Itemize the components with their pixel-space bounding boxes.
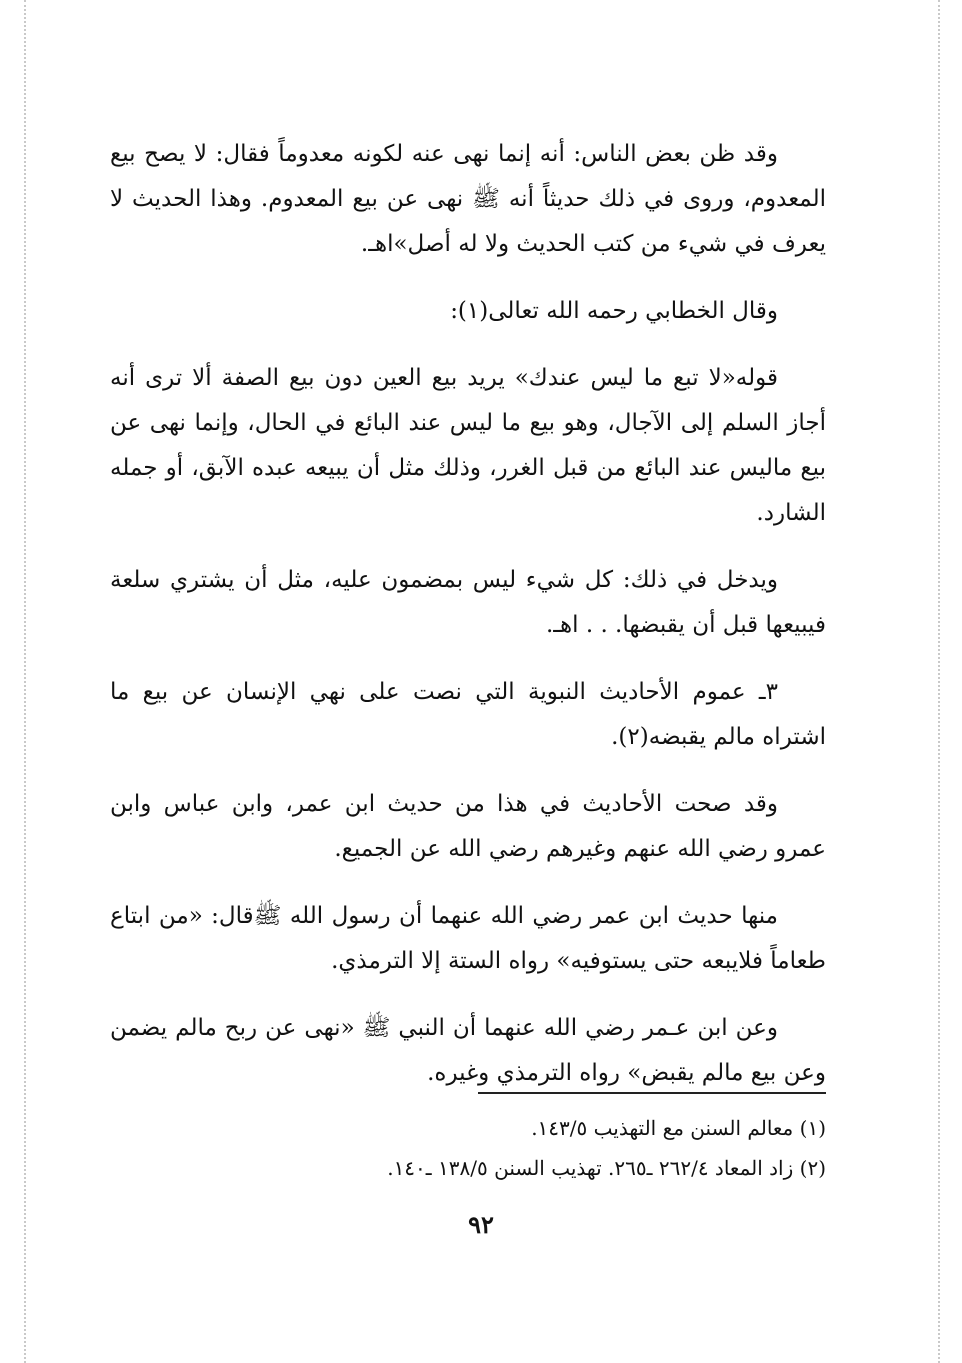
paragraph-3: قوله«لا تبع ما ليس عندك» يريد بيع العين دون بيع الصفة ألا ترى أنه أجاز السلم إلى الآجال، وهو بيع ما ليس عند البائع في الحال، وإنما نهى عن بيع ماليس عند البائع من قبل الغرر، وذلك مثل أن يبيعه عبده الآبق، أو جمله الشارد. [110, 365, 826, 526]
right-margin-dots [938, 0, 940, 1363]
footnotes [110, 1108, 826, 1188]
footnote-separator [478, 1092, 826, 1094]
page-number: ٩٢ [468, 1210, 494, 1239]
footnote-2: (٢) زاد المعاد ٢٦٢/٤ ـ٢٦٥. تهذيب السنن ١٣٨/٥ ـ١٤٠. [387, 1156, 826, 1180]
paragraph-7: منها حديث ابن عمر رضي الله عنهما أن رسول الله ﷺقال: «من ابتاع طعاماً فلايبعه حتى يستوفيه» رواه الستة إلا الترمذي. [110, 903, 826, 974]
paragraph-8: وعن ابن عـمر رضي الله عنهما أن النبي ﷺ «نهى عن ربح مالم يضمن وعن بيع مالم يقبض» رواه الترمذي وغيره. [110, 1015, 826, 1086]
paragraph-1: وقد ظن بعض الناس: أنه إنما نهى عنه لكونه معدوماً فقال: لا يصح بيع المعدوم، وروى في ذلك حديثاً أنه ﷺ نهى عن بيع المعدوم. وهذا الحديث لا يعرف في شيء من كتب الحديث ولا له أصل»اهـ. [110, 141, 826, 257]
main-text [110, 132, 826, 1118]
paragraph-2: وقال الخطابي رحمه الله تعالى(١): [450, 298, 778, 324]
paragraph-4: ويدخل في ذلك: كل شيء ليس بمضمون عليه، مثل أن يشتري سلعة فيبيعها قبل أن يقبضها. . . اهـ. [110, 567, 826, 638]
footnote-1: (١) معالم السنن مع التهذيب ١٤٣/٥. [531, 1116, 826, 1140]
paragraph-5: ٣ـ عموم الأحاديث النبوية التي نصت على نهي الإنسان عن بيع ما اشتراه مالم يقبضه(٢). [110, 679, 826, 750]
paragraph-6: وقد صحت الأحاديث في هذا من حديث ابن عمر، وابن عباس وابن عمرو رضي الله عنهم وغيرهم رضي الله عن الجميع. [110, 791, 826, 862]
left-margin-dots [24, 0, 26, 1363]
